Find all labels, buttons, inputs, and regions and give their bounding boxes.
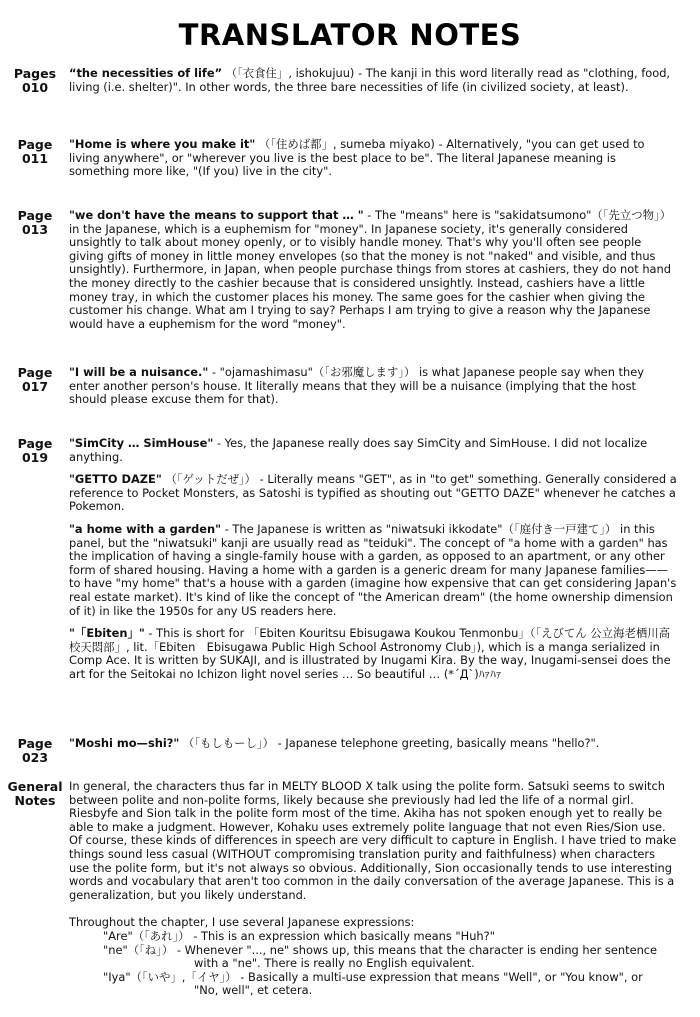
note-entry [69,437,677,464]
note-text: - "ojamashimasu"（「お邪魔します」） is what Japanese people say when they enter another person's house. It literally means that they will be a nuisance (implying that the host should please excuse them for that). [69,365,644,407]
page-label: Page 013 [17,208,53,237]
note-term: "GETTO DAZE" [69,472,162,487]
expression-item: "Iya"（「いや」,「イヤ」） - Basically a multi-use expression that means "Well", or "You know", or "No, well", et cetera. [103,969,643,998]
page-label: Page 019 [17,436,53,465]
note-entry [69,67,677,94]
expression-list [103,930,677,998]
general-notes-paragraph: In general, the characters thus far in MELTY BLOOD X talk using the polite form. Satsuki seems to switch between polite and non-polite forms, likely because she previously had led the life of a normal girl. Riesbyfe and Sion talk in the polite form most of the time. Akiha has not spoken enough yet to really be able to make a judgment. However, Kohaku uses extremely polite language that not even Ries/Sion use. Of course, these kinds of differences in speech are very difficult to capture in English. I have tried to make things sound less casual (WITHOUT compromising translation purity and faithfulness) when characters use the polite form, but it's not always so obvious. Additionally, Sion occasionally tends to use interesting words and vocabulary that aren't too common in the daily conversation of the average Japanese. This is a generalization, but you likely understand. [69,779,677,902]
note-section-017 [0,366,700,416]
note-term: "「Ebiten」" [69,626,145,641]
note-term: "a home with a garden" [69,521,222,536]
note-term: "we don't have the means to support that … " [69,208,364,222]
note-entry [69,737,677,751]
page-label: Page 023 [17,736,53,765]
note-entry [69,523,677,618]
note-section-013 [0,209,700,340]
page-label: Pages 010 [13,66,57,95]
expression-item: "Are"（「あれ」） - This is an expression which basically means "Huh?" [103,928,495,943]
general-notes-section [0,780,700,1007]
note-text: - The "means" here is "sakidatsumono"（「先立つ物」） in the Japanese, which is a euphemism for "money". In Japanese society, it's generally considered unsightly to talk about money openly, or to visibly handle money. That's why you'll often see people giving gifts of money in little money envelopes (so that the money is not "naked" and visible, and thus unsightly). Furthermore, in Japan, when people purchase things from stores at cashiers, they do not hand the money directly to the cashier because that is considered unsightly. Instead, cashiers have a little money tray, in which the customer places his money. The same goes for the cashier when giving the customer his change. What am I trying to say? Perhaps I am trying to give a reason why the Japanese would have a euphemism for the word "money". [69,208,672,331]
note-entry [69,473,677,514]
page-title: TRANSLATOR NOTES [178,18,522,52]
general-notes-body [69,780,677,998]
note-text: - Yes, the Japanese really does say SimCity and SimHouse. I did not localize anything. [69,436,648,464]
note-term: "I will be a nuisance." [69,365,209,379]
page-label: Page 011 [17,137,53,166]
note-text: - The Japanese is written as "niwatsuki ikkodate"（「庭付き一戸建て」） in this panel, but the "niwatsuki" kanji are usually read as "teiduki". The concept of "a home with a garden" has the implication of having a single-family house with a garden, as opposed to an apartment, or any other form of shared housing. Having a home with a garden is a generic dream for many Japanese families——to have "my home" that's a house with a garden (imagine how expensive that can get considering Japan's real estate market). It's kind of like the concept of "the American dream" (the home ownership dimension of it) in like the 1950s for any US readers here. [69,521,677,618]
note-section-010 [0,67,700,103]
note-section-023 [0,736,700,765]
note-section-019 [0,437,700,691]
note-entry [69,138,677,179]
note-section-011 [0,138,700,188]
page-label: Page 017 [17,365,53,394]
note-entry [69,366,677,407]
note-text: （「住めば都」, sumeba miyako) - Alternatively, "you can get used to living anywhere", or "wherever you live is the best place to be". The literal Japanese meaning is something more like, "(If you) live in the city". [69,137,645,179]
note-text: （「ゲットだぜ」） - Literally means "GET", as in "to get" something. Generally considered a reference to Pocket Monsters, as Satoshi is typified as shouting out "GETTO DAZE" whenever he catches a Pokemon. [69,472,677,514]
note-text: - This is short for 「Ebiten Kouritsu Ebisugawa Koukou Tenmonbu」（「えびてん 公立海老栖川高校天悶部」, lit.「Ebiten Ebisugawa Public High School Astronomy Club」), which is a manga serialized in Comp Ace. It is written by SUKAJI, and is illustrated by Inugami Kira. By the way, Inugami-sensei does the art for the Seitokai no Ichizon light novel series … So beautiful … (*´Д`)ﾊｧﾊｧ [69,626,671,681]
expression-item: "ne"（「ね」） - Whenever "..., ne" shows up, this means that the character is ending her sentence with a "ne". There is really no English equivalent. [103,942,658,971]
general-notes-label: General Notes [7,779,63,808]
note-text: （「もしもーし」） - Japanese telephone greeting, basically means "hello?". [182,736,600,750]
note-term: "SimCity … SimHouse" [69,436,214,450]
note-term: “the necessities of life” [69,66,223,80]
note-text: （「衣食住」, ishokujuu) - The kanji in this word literally read as "clothing, food, living (i.e. shelter)". In other words, the three bare necessities of life (in civilized society, at least). [69,66,671,94]
expressions-intro: Throughout the chapter, I use several Japanese expressions: [69,915,415,930]
note-term: "Moshi mo—shi?" [69,736,180,750]
note-entry [69,209,677,331]
note-entry [69,627,677,681]
note-term: "Home is where you make it" [69,137,256,151]
